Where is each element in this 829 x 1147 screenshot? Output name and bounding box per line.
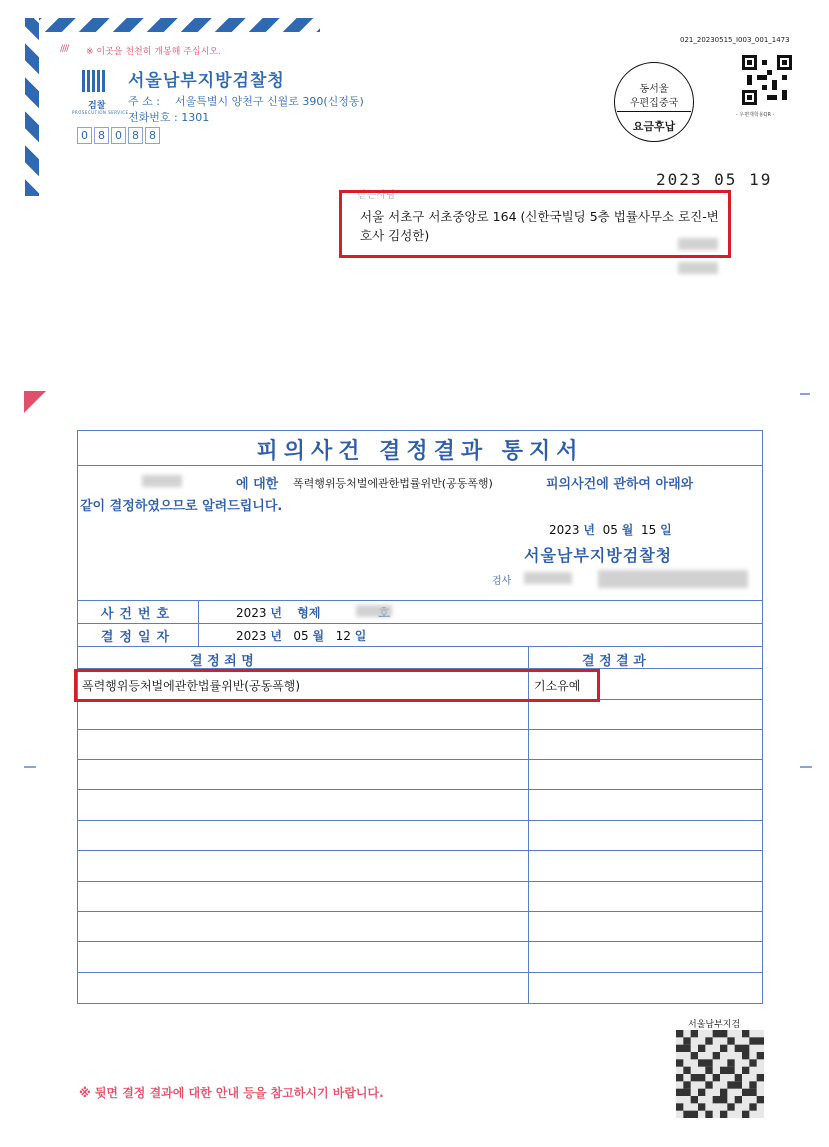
table-row-line bbox=[78, 941, 762, 942]
zip-digit: 8 bbox=[145, 127, 160, 144]
decision-date-label: 결정일자 bbox=[100, 630, 176, 645]
zip-digit: 0 bbox=[111, 127, 126, 144]
issuing-office: 서울남부지방검찰청 bbox=[524, 546, 673, 565]
sender-address-label: 주 소 : bbox=[128, 95, 160, 108]
cut-dash: //// bbox=[60, 44, 69, 54]
footnote: ※ 뒷면 결정 결과에 대한 안내 등을 참고하시기 바랍니다. bbox=[79, 1086, 384, 1100]
divider bbox=[198, 600, 199, 646]
prosecution-logo-icon bbox=[82, 70, 112, 96]
document-id: 021_20230515_I003_001_1473 bbox=[680, 36, 790, 44]
case-no-label: 사건번호 bbox=[100, 607, 176, 622]
result-cell: 기소유예 bbox=[534, 679, 581, 693]
stamp-divider bbox=[617, 111, 691, 112]
table-row-line bbox=[78, 850, 762, 851]
notice-tail: 피의사건에 관하여 아래와 bbox=[546, 477, 694, 492]
divider bbox=[78, 623, 762, 624]
table-row-line bbox=[78, 881, 762, 882]
case-no-value: 2023 년 형제 bbox=[236, 604, 390, 621]
envelope-stripe-left bbox=[25, 18, 39, 196]
fold-mark bbox=[800, 393, 810, 395]
redacted-block bbox=[678, 262, 718, 274]
sender-name: 서울남부지방검찰청 bbox=[128, 71, 285, 91]
notice-about: 에 대한 bbox=[236, 477, 279, 492]
fold-mark bbox=[24, 391, 46, 413]
notice-offense: 폭력행위등처벌에관한법률위반(공동폭행) bbox=[293, 477, 493, 490]
sender-tel: 전화번호 : 1301 bbox=[128, 111, 210, 124]
table-row-line bbox=[78, 820, 762, 821]
table-row-line bbox=[78, 789, 762, 790]
charge-cell: 폭력행위등처벌에관한법률위반(공동폭행) bbox=[82, 679, 301, 693]
cut-note: ※ 이곳을 천천히 개봉해 주십시오. bbox=[86, 47, 221, 57]
fold-mark bbox=[24, 766, 36, 768]
redacted-signature bbox=[598, 570, 748, 588]
zip-digit: 8 bbox=[128, 127, 143, 144]
stamp-line2: 우편집중국 bbox=[629, 98, 679, 109]
notice-line2: 같이 결정하였으므로 알려드립니다. bbox=[80, 499, 283, 514]
column-charge: 결 정 죄 명 bbox=[190, 654, 254, 669]
redacted-prosecutor bbox=[524, 572, 572, 584]
divider bbox=[78, 600, 762, 601]
result-highlight bbox=[74, 669, 600, 702]
qr-code-icon bbox=[676, 1030, 764, 1118]
zip-code bbox=[77, 127, 160, 144]
table-row-line bbox=[78, 972, 762, 973]
divider bbox=[78, 646, 762, 647]
prosecutor-label: 검사 bbox=[492, 576, 512, 587]
table-row-line bbox=[78, 759, 762, 760]
stamp-line1: 동서울 bbox=[639, 84, 669, 95]
stamp-line3: 요금후납 bbox=[632, 120, 676, 133]
decision-date-value: 2023 년 05 월 12 일 bbox=[236, 629, 367, 643]
zip-digit: 8 bbox=[94, 127, 109, 144]
qr-label: - 우편재학용QR - bbox=[736, 112, 775, 118]
logo-sub: PROSECUTION SERVICE bbox=[72, 110, 129, 115]
table-row-line bbox=[78, 729, 762, 730]
notice-date: 2023 년 05 월 15 일 bbox=[549, 523, 672, 537]
recipient-address: 서울 서초구 서초중앙로 164 (신한국빌딩 5층 법률사무소 로진-변호사 김성한) bbox=[360, 209, 719, 243]
divider bbox=[78, 465, 762, 466]
sender-address: 서울특별시 양천구 신월로 390(신정동) bbox=[175, 95, 364, 108]
fold-mark bbox=[800, 766, 812, 768]
envelope-stripe-top bbox=[25, 18, 320, 32]
logo-word: 검찰 bbox=[88, 101, 106, 111]
qr-code-icon bbox=[742, 55, 792, 105]
notice-frame bbox=[77, 430, 763, 1004]
redacted-case-no bbox=[356, 605, 392, 617]
recipient-label: 받는사람 bbox=[357, 190, 396, 201]
table-row-line bbox=[78, 911, 762, 912]
post-date: 2023 05 19 bbox=[656, 170, 773, 189]
bottom-qr-label: 서울남부지검 bbox=[688, 1020, 741, 1030]
column-result: 결 정 결 과 bbox=[582, 654, 646, 669]
redacted-name bbox=[142, 475, 182, 487]
redacted-block bbox=[678, 238, 718, 250]
notice-title: 피의사건 결정결과 통지서 bbox=[256, 439, 584, 464]
zip-digit: 0 bbox=[77, 127, 92, 144]
